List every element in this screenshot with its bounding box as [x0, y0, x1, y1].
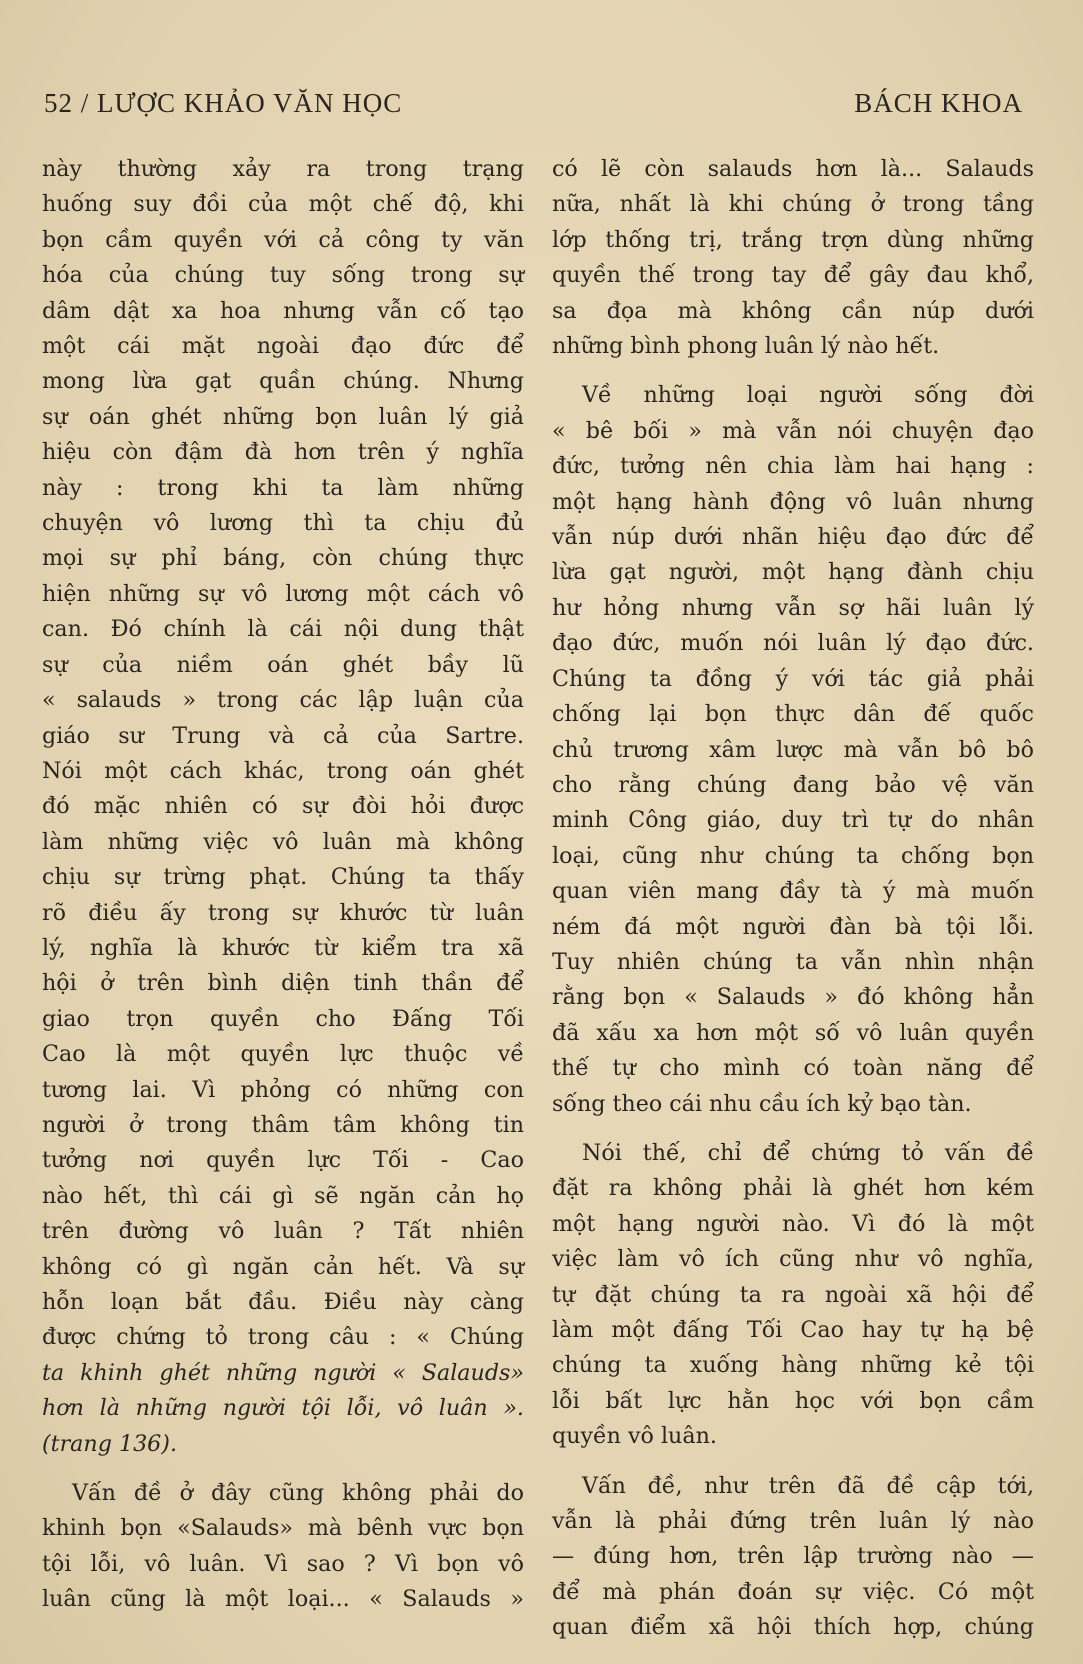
text-line: làm những việc vô luân mà không — [42, 828, 524, 855]
text-line: này : trong khi ta làm những — [42, 474, 524, 501]
text-line: để mà phán đoán sự việc. Có một — [552, 1578, 1034, 1605]
text-line: loại, cũng như chúng ta chống bọn — [552, 842, 1034, 869]
text-line: Tuy nhiên chúng ta vẫn nhìn nhận — [552, 948, 1034, 975]
text-line: hỗn loạn bắt đầu. Điều này càng — [42, 1289, 524, 1315]
text-line: chịu sự trừng phạt. Chúng ta thấy — [42, 864, 524, 891]
text-line: giao trọn quyền cho Đấng Tối — [42, 1005, 524, 1032]
text-line: nữa, nhất là khi chúng ở trong tầng — [552, 191, 1034, 218]
text-line: ném đá một người đàn bà tội lỗi. — [552, 913, 1034, 940]
text-line: sự của niềm oán ghét bầy lũ — [42, 651, 524, 678]
text-line: lừa gạt người, một hạng đành chịu — [552, 559, 1034, 586]
text-line: việc làm vô ích cũng như vô nghĩa, — [552, 1246, 1034, 1273]
text-line: hóa của chúng tuy sống trong sự — [42, 262, 524, 289]
text-line: hiệu còn đậm đà hơn trên ý nghĩa — [42, 439, 524, 466]
text-line: có lẽ còn salauds hơn là... Salauds — [552, 156, 1034, 182]
text-line: những bình phong luân lý nào hết. — [552, 333, 940, 360]
text-line: — đúng hơn, trên lập trường nào — — [552, 1543, 1034, 1570]
text-line: đó mặc nhiên có sự đòi hỏi được — [42, 793, 524, 820]
text-line: sống theo cái nhu cầu ích kỷ bạo tàn. — [552, 1090, 972, 1117]
running-title: 52 / LƯỢC KHẢO VĂN HỌC — [44, 88, 403, 118]
text-line: một hạng hành động vô luân nhưng — [552, 488, 1034, 515]
text-line: quyền vô luân. — [552, 1423, 717, 1450]
text-line: « salauds » trong các lập luận của — [42, 687, 524, 714]
text-line: « bê bối » mà vẫn nói chuyện đạo — [552, 417, 1034, 444]
text-line: đã xấu xa hơn một số vô luân quyền — [552, 1019, 1034, 1046]
text-line: hư hỏng nhưng vẫn sợ hãi luân lý — [552, 594, 1034, 621]
text-line: làm một đấng Tối Cao hay tự hạ bệ — [552, 1317, 1034, 1343]
text-line: chủ trương xâm lược mà vẫn bô bô — [552, 736, 1034, 763]
text-line: tội lỗi, vô luân. Vì sao ? Vì bọn vô — [42, 1550, 524, 1577]
text-line: đặt ra không phải là ghét hơn kém — [552, 1175, 1034, 1202]
text-line: nào hết, thì cái gì sẽ ngăn cản họ — [42, 1182, 524, 1209]
text-line: mọi sự phỉ báng, còn chúng thực — [42, 545, 524, 572]
text-line: huống suy đồi của một chế độ, khi — [42, 191, 524, 218]
text-line: Vấn đề, như trên đã đề cập tới, — [582, 1472, 1034, 1499]
text-line: được chứng tỏ trong câu : « Chúng — [42, 1324, 524, 1351]
text-line: tự đặt chúng ta ra ngoài xã hội để — [552, 1281, 1034, 1308]
text-line: tương lai. Vì phỏng có những con — [42, 1076, 524, 1103]
text-line: chúng ta xuống hàng những kẻ tội — [552, 1352, 1034, 1379]
text-line: tưởng nơi quyền lực Tối - Cao — [42, 1147, 524, 1174]
text-line: lớp thống trị, trắng trợn dùng những — [552, 226, 1034, 253]
text-line: hiện những sự vô lương một cách vô — [42, 580, 524, 607]
text-line: đức, tưởng nên chia làm hai hạng : — [552, 453, 1034, 480]
text-line: luân cũng là một loại... « Salauds » — [42, 1586, 524, 1613]
left-column — [42, 152, 524, 1618]
magazine-title: BÁCH KHOA — [854, 88, 1023, 118]
text-line: hơn là những người tội lỗi, vô luân ». — [42, 1395, 524, 1422]
text-line: một cái mặt ngoài đạo đức để — [42, 333, 524, 360]
text-line: chống lại bọn thực dân đế quốc — [552, 701, 1034, 728]
text-line: này thường xảy ra trong trạng — [42, 156, 524, 182]
text-line: rõ điều ấy trong sự khước từ luân — [42, 899, 524, 926]
text-line: bọn cầm quyền với cả công ty văn — [42, 226, 524, 253]
text-line: vẫn núp dưới nhãn hiệu đạo đức để — [552, 524, 1034, 551]
text-line: vẫn là phải đứng trên luân lý nào — [552, 1508, 1034, 1535]
text-line: quyền thế trong tay để gây đau khổ, — [552, 262, 1034, 289]
text-line: sự oán ghét những bọn luân lý giả — [42, 403, 524, 430]
text-line: minh Công giáo, duy trì tự do nhân — [552, 807, 1034, 834]
text-line: rằng bọn « Salauds » đó không hẳn — [552, 984, 1034, 1011]
text-line: đạo đức, muốn nói luân lý đạo đức. — [552, 630, 1034, 657]
text-line: Chúng ta đồng ý với tác giả phải — [552, 665, 1034, 692]
text-line: lỗi bất lực hằn học với bọn cầm — [552, 1387, 1034, 1414]
text-line: lý, nghĩa là khước từ kiểm tra xã — [42, 934, 524, 961]
text-line: dâm dật xa hoa nhưng vẫn cố tạo — [42, 297, 524, 324]
text-line: một hạng người nào. Vì đó là một — [552, 1210, 1034, 1237]
text-line: quan điểm xã hội thích hợp, chúng — [552, 1614, 1034, 1641]
text-line: hội ở trên bình diện tinh thần để — [42, 970, 524, 997]
text-line: không có gì ngăn cản hết. Và sự — [42, 1253, 524, 1280]
text-line: sa đọa mà không cần núp dưới — [552, 297, 1034, 324]
text-line: người ở trong thâm tâm không tin — [42, 1111, 524, 1138]
text-line: quan viên mang đầy tà ý mà muốn — [552, 878, 1034, 905]
right-column — [552, 152, 1034, 1646]
text-line: thế tự cho mình có toàn năng để — [552, 1055, 1034, 1082]
text-line: khinh bọn «Salauds» mà bênh vực bọn — [42, 1515, 524, 1542]
text-line: mong lừa gạt quần chúng. Nhưng — [42, 368, 524, 395]
text-line: Vấn đề ở đây cũng không phải do — [72, 1480, 524, 1507]
text-line: ta khinh ghét những người « Salauds» — [42, 1359, 524, 1386]
text-line: Nói một cách khác, trong oán ghét — [42, 757, 524, 784]
text-line: Về những loại người sống đời — [582, 382, 1034, 409]
text-line: giáo sư Trung và cả của Sartre. — [42, 722, 524, 749]
text-line: can. Đó chính là cái nội dung thật — [42, 616, 524, 643]
text-line: Nói thế, chỉ để chứng tỏ vấn đề — [582, 1139, 1034, 1166]
text-line: (trang 136). — [42, 1430, 178, 1457]
text-line: Cao là một quyền lực thuộc về — [42, 1041, 524, 1068]
text-line: trên đường vô luân ? Tất nhiên — [42, 1218, 524, 1245]
text-line: cho rằng chúng đang bảo vệ văn — [552, 771, 1034, 798]
page-header — [44, 88, 1023, 128]
text-line: chuyện vô lương thì ta chịu đủ — [42, 510, 524, 537]
